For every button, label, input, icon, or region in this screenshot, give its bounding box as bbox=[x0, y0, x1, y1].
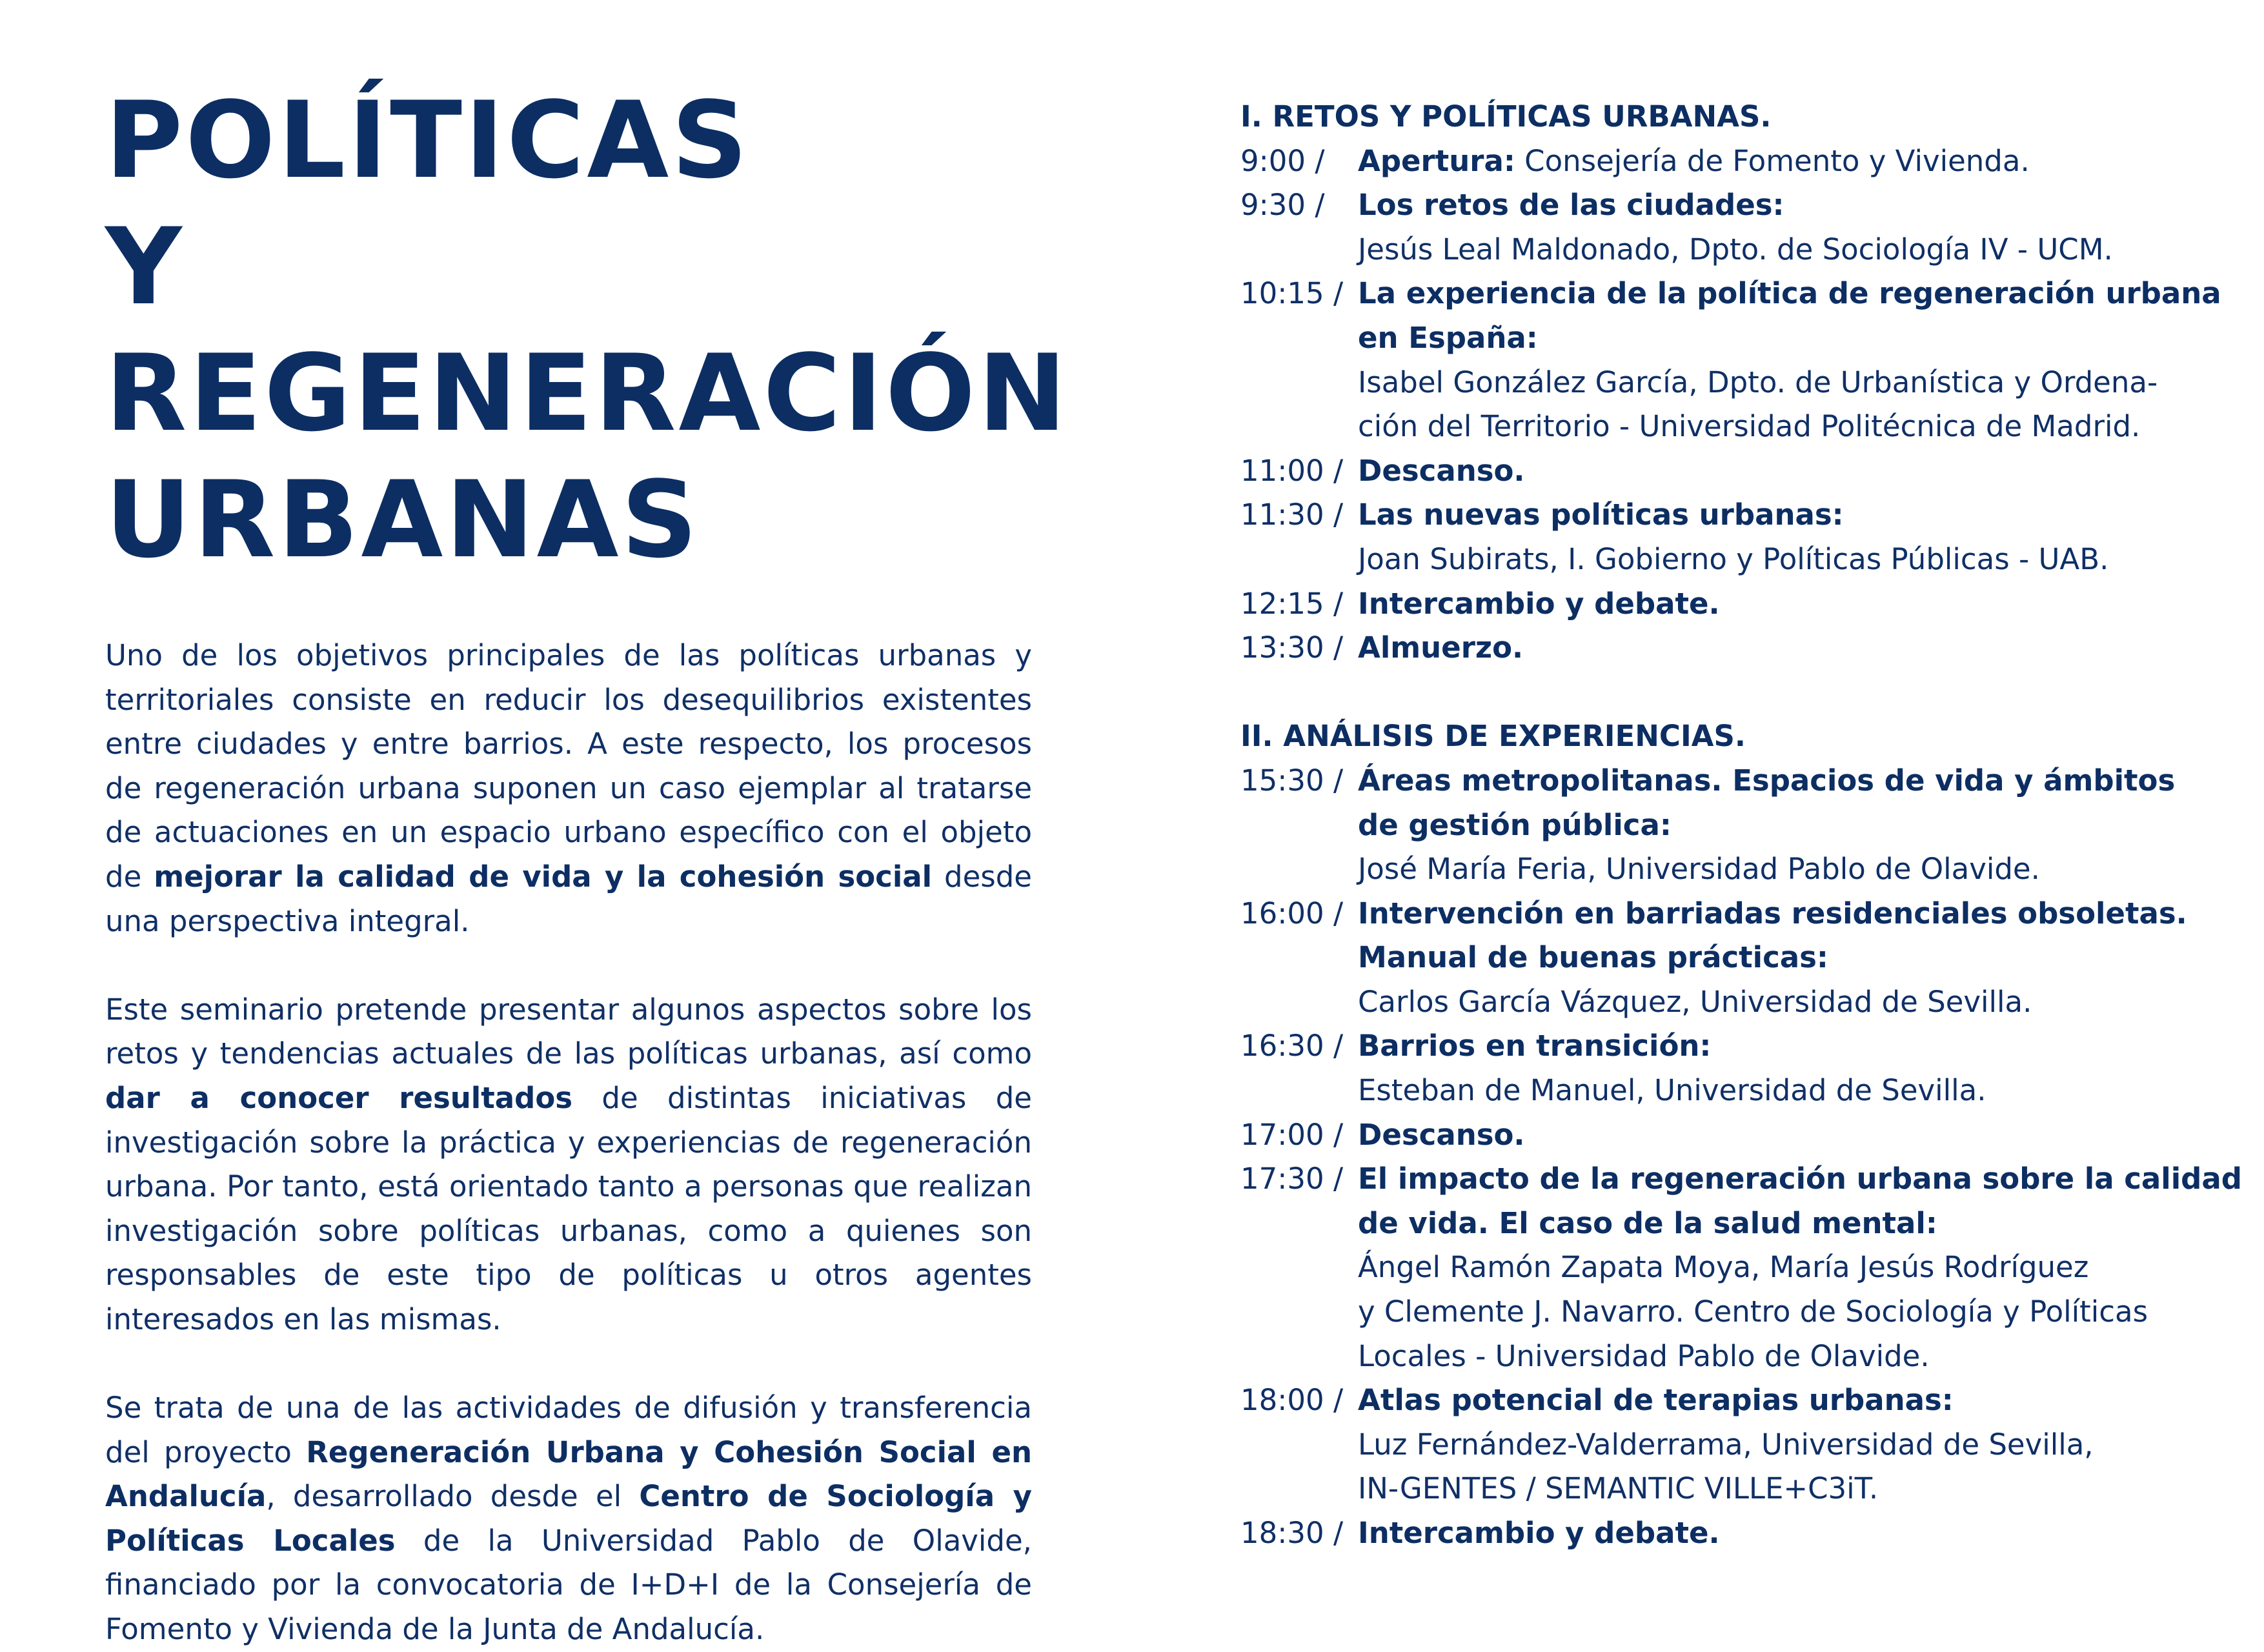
schedule-item bbox=[1240, 493, 2183, 581]
schedule-time: 16:30 / bbox=[1240, 1029, 1344, 1063]
paragraph-text: , desarrollado desde el bbox=[266, 1479, 640, 1514]
intro-paragraph bbox=[105, 988, 1032, 1342]
schedule-content bbox=[1358, 1113, 2183, 1158]
schedule-time: 11:00 / bbox=[1240, 453, 1344, 488]
schedule-item bbox=[1240, 582, 2183, 627]
schedule-time: 11:30 / bbox=[1240, 498, 1344, 532]
schedule-item bbox=[1240, 892, 2187, 1025]
intro-text bbox=[105, 634, 1032, 1652]
paragraph-text: Este seminario pretende presentar algunos aspectos sobre los retos y tendencias actuales de las políticas urbanas, así como bbox=[105, 992, 1032, 1071]
intro-paragraph bbox=[105, 1386, 1032, 1652]
schedule-item bbox=[1240, 1157, 2242, 1378]
paragraph-text: de distintas iniciativas de investigación sobre la práctica y experiencias de regeneración urbana. Por tanto, está orientado tanto a personas que realizan investigación sobre políticas urbanas, como a quienes son responsables de este tipo de políticas u otros agentes interesados en las mismas. bbox=[105, 1080, 1032, 1336]
speaker-text: y Clemente J. Navarro. Centro de Sociología y Políticas bbox=[1358, 1294, 2148, 1329]
speaker-text: Joan Subirats, I. Gobierno y Políticas Públicas - UAB. bbox=[1358, 541, 2109, 576]
speaker-text: Consejería de Fomento y Vivienda. bbox=[1515, 143, 2030, 178]
schedule-line bbox=[1358, 538, 2183, 582]
session-title: Intercambio y debate. bbox=[1358, 1516, 1720, 1550]
session-title: Manual de buenas prácticas: bbox=[1358, 940, 1828, 975]
schedule-line bbox=[1358, 361, 2221, 405]
schedule-line bbox=[1358, 1113, 2183, 1158]
schedule-content bbox=[1358, 892, 2187, 1025]
emphasis-text: Regeneración Urbana y Cohesión Social en Andalucía bbox=[105, 1435, 1032, 1514]
schedule-item bbox=[1240, 1378, 2183, 1511]
session-title: Apertura: bbox=[1358, 143, 1515, 178]
title-line: Y REGENERACIÓN bbox=[105, 205, 1069, 455]
schedule-time: 12:15 / bbox=[1240, 586, 1344, 621]
schedule-item bbox=[1240, 626, 2183, 670]
schedule-content bbox=[1358, 1378, 2183, 1511]
schedule-item bbox=[1240, 139, 2183, 184]
emphasis-text: Centro de Sociología y Políticas Locales bbox=[105, 1479, 1032, 1558]
emphasis-text: dar a conocer resultados bbox=[105, 1080, 573, 1115]
schedule-content bbox=[1358, 1157, 2242, 1378]
schedule-content bbox=[1358, 582, 2183, 627]
schedule-content bbox=[1358, 272, 2221, 448]
schedule-item bbox=[1240, 272, 2221, 448]
schedule-content bbox=[1358, 626, 2183, 670]
schedule-line bbox=[1358, 1290, 2242, 1335]
session-title: El impacto de la regeneración urbana sobre la calidad bbox=[1358, 1162, 2242, 1196]
speaker-text: Ángel Ramón Zapata Moya, María Jesús Rodríguez bbox=[1358, 1250, 2089, 1285]
schedule-content bbox=[1358, 493, 2183, 581]
schedule-line bbox=[1358, 139, 2183, 184]
title-line: POLÍTICAS bbox=[105, 79, 751, 202]
schedule-line bbox=[1358, 1423, 2183, 1467]
speaker-text: Isabel González García, Dpto. de Urbanística y Ordena- bbox=[1358, 365, 2158, 399]
schedule-line bbox=[1358, 1511, 2183, 1556]
schedule-line bbox=[1358, 980, 2187, 1025]
schedule-time: 9:00 / bbox=[1240, 143, 1325, 178]
schedule-line bbox=[1358, 1467, 2183, 1511]
schedule-time: 17:00 / bbox=[1240, 1117, 1344, 1152]
schedule-time: 18:00 / bbox=[1240, 1383, 1344, 1418]
session-title: Almuerzo. bbox=[1358, 630, 1524, 665]
paragraph-text: Se trata de una de las actividades de difusión y transferencia del proyecto bbox=[105, 1391, 1032, 1469]
program-schedule bbox=[1240, 95, 2242, 1556]
schedule-line bbox=[1358, 1024, 2183, 1069]
schedule-content bbox=[1358, 449, 2183, 494]
schedule-item bbox=[1240, 1511, 2183, 1556]
schedule-time: 15:30 / bbox=[1240, 763, 1344, 798]
speaker-text: ción del Territorio - Universidad Politécnica de Madrid. bbox=[1358, 409, 2141, 444]
session-title: La experiencia de la política de regeneración urbana bbox=[1358, 276, 2221, 311]
session-title: Barrios en transición: bbox=[1358, 1029, 1712, 1063]
page-title bbox=[105, 77, 1069, 583]
schedule-line bbox=[1358, 405, 2221, 449]
session-title: Descanso. bbox=[1358, 1117, 1525, 1152]
schedule-item bbox=[1240, 1113, 2183, 1158]
emphasis-text: mejorar la calidad de vida y la cohesión social bbox=[154, 859, 933, 894]
paragraph-text: de la Universidad Pablo de Olavide, financiado por la convocatoria de I+D+I de la Consejería de Fomento y Vivienda de la Junta de Andalucía. bbox=[105, 1523, 1032, 1647]
session-title: Los retos de las ciudades: bbox=[1358, 188, 1784, 223]
speaker-text: Luz Fernández-Valderrama, Universidad de Sevilla, bbox=[1358, 1427, 2094, 1462]
schedule-line bbox=[1358, 936, 2187, 980]
schedule-line bbox=[1358, 1069, 2183, 1113]
session-title: Las nuevas políticas urbanas: bbox=[1358, 498, 1844, 532]
schedule-content bbox=[1358, 1511, 2183, 1556]
program-section bbox=[1240, 95, 2221, 670]
schedule-time: 10:15 / bbox=[1240, 276, 1344, 311]
schedule-line bbox=[1358, 449, 2183, 494]
speaker-text: IN-GENTES / SEMANTIC VILLE+C3iT. bbox=[1358, 1471, 1879, 1506]
section-title: II. ANÁLISIS DE EXPERIENCIAS. bbox=[1240, 719, 1746, 754]
schedule-item bbox=[1240, 1024, 2183, 1113]
schedule-time: 18:30 / bbox=[1240, 1516, 1344, 1550]
speaker-text: Carlos García Vázquez, Universidad de Sevilla. bbox=[1358, 984, 2032, 1019]
schedule-line bbox=[1358, 316, 2221, 361]
schedule-line bbox=[1358, 847, 2183, 892]
intro-paragraph bbox=[105, 634, 1032, 943]
program-section bbox=[1240, 714, 2242, 1555]
session-title: Intervención en barriadas residenciales obsoletas. bbox=[1358, 896, 2187, 931]
schedule-item bbox=[1240, 449, 2183, 494]
schedule-item bbox=[1240, 183, 2183, 272]
session-title: de gestión pública: bbox=[1358, 807, 1672, 842]
schedule-line bbox=[1358, 1245, 2242, 1290]
session-title: en España: bbox=[1358, 320, 1538, 355]
schedule-line bbox=[1358, 493, 2183, 538]
session-title: de vida. El caso de la salud mental: bbox=[1358, 1205, 1937, 1240]
schedule-time: 13:30 / bbox=[1240, 630, 1344, 665]
schedule-content bbox=[1358, 759, 2183, 892]
speaker-text: Esteban de Manuel, Universidad de Sevilla. bbox=[1358, 1073, 1986, 1108]
session-title: Intercambio y debate. bbox=[1358, 586, 1720, 621]
schedule-line bbox=[1358, 892, 2187, 936]
schedule-line bbox=[1358, 1157, 2242, 1202]
schedule-line bbox=[1358, 1335, 2242, 1379]
session-title: Descanso. bbox=[1358, 453, 1525, 488]
schedule-time: 16:00 / bbox=[1240, 896, 1344, 931]
schedule-time: 9:30 / bbox=[1240, 188, 1325, 223]
schedule-line bbox=[1358, 1378, 2183, 1423]
paragraph-text: Uno de los objetivos principales de las políticas urbanas y territoriales consiste en reducir los desequilibrios existentes entre ciudades y entre barrios. A este respecto, los procesos de regeneración urbana suponen un caso ejemplar al tratarse de actuaciones en un espacio urbano específico con el objeto de bbox=[105, 638, 1032, 894]
session-title: Atlas potencial de terapias urbanas: bbox=[1358, 1383, 1954, 1418]
schedule-line bbox=[1358, 803, 2183, 848]
title-line: URBANAS bbox=[105, 458, 700, 581]
schedule-content bbox=[1358, 183, 2183, 272]
schedule-line bbox=[1358, 759, 2183, 803]
paragraph-text: desde una perspectiva integral. bbox=[105, 859, 1032, 938]
schedule-line bbox=[1358, 626, 2183, 670]
schedule-line bbox=[1358, 272, 2221, 316]
left-column bbox=[105, 77, 1069, 1652]
speaker-text: Locales - Universidad Pablo de Olavide. bbox=[1358, 1338, 1930, 1373]
schedule-time: 17:30 / bbox=[1240, 1162, 1344, 1196]
speaker-text: Jesús Leal Maldonado, Dpto. de Sociología IV - UCM. bbox=[1358, 232, 2113, 267]
speaker-text: José María Feria, Universidad Pablo de Olavide. bbox=[1358, 852, 2040, 887]
schedule-content bbox=[1358, 1024, 2183, 1113]
session-title: Áreas metropolitanas. Espacios de vida y ámbitos bbox=[1358, 763, 2176, 798]
schedule-line bbox=[1358, 183, 2183, 228]
schedule-item bbox=[1240, 759, 2183, 892]
schedule-line bbox=[1358, 228, 2183, 272]
section-title: I. RETOS Y POLÍTICAS URBANAS. bbox=[1240, 99, 1772, 134]
schedule-line bbox=[1358, 582, 2183, 627]
schedule-line bbox=[1358, 1202, 2242, 1246]
schedule-content bbox=[1358, 139, 2183, 184]
